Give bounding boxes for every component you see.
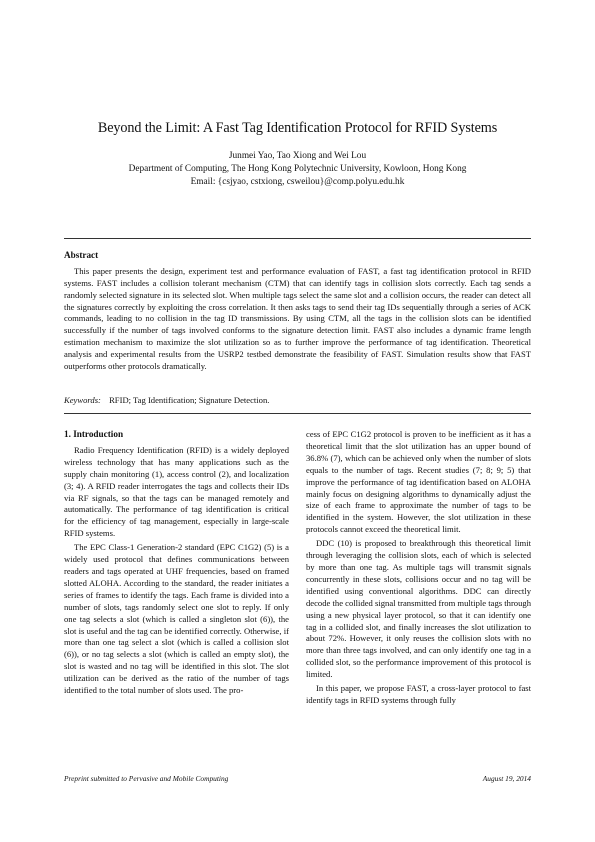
abstract-bottom-rule: [64, 413, 531, 414]
keywords-line: [64, 395, 269, 405]
author-affiliation: Department of Computing, The Hong Kong Polytechnic University, Kowloon, Hong Kong: [128, 164, 467, 174]
keywords-text: RFID; Tag Identification; Signature Detection.: [109, 395, 270, 405]
abstract-body: This paper presents the design, experiment test and performance evaluation of FAST, a fast tag identification protocol in RFID systems. FAST includes a collision tolerant mechanism (CTM) that can identify tags in collision slots correctly. Each tag sends a randomly selected signature in its selected slot. When multiple tags select the same slot and a collision occurs, the reader can detect all the signatures correctly by exploiting the cross correlation. It then asks tags to send their tag IDs sequentially through a series of ACK commands, leading to no collision in the tag ID transmissions. By using CTM, all the tags in the collision slots can be identified successfully if the number of tags involved conforms to the signature detection limit. FAST also includes a dynamic frame length estimation mechanism to maximize the slot utilization so as to further improve the performance of tag identification. Theoretical analysis and experimental results from the USRP2 testbed demonstrate the feasibility of FAST. Simulation results show that FAST outperforms other protocols dramatically.: [64, 266, 531, 371]
paragraph: DDC (10) is proposed to breakthrough this theoretical limit through leveraging the collision slots, each of which is selected by more than one tag. As multiple tags will transmit signals concurrently in these slots, collisions occur and no tag will be identified using conventional algorithms. DDC can directly decode the collided signal transmitted from multiple tags through using a new physical layer protocol, so that it can identify one tag in a collided slot, and finally increases the slot utilization to about 72%. However, it only reuses the collision slots with no more than three tags involved, and can only identify one tag in a collided slot, so the performance improvement of this protocol is limited.: [306, 538, 531, 680]
paper-authors: Junmei Yao, Tao Xiong and Wei Lou: [228, 151, 367, 161]
footer-date: August 19, 2014: [482, 774, 531, 783]
paragraph: In this paper, we propose FAST, a cross-layer protocol to fast identify tags in RFID systems through fully: [306, 683, 531, 705]
paragraph: Radio Frequency Identification (RFID) is a widely deployed wireless technology that has many applications such as the supply chain monitoring (1), access control (2), and localization (3; 4). A RFID reader interrogates the tags and collects their IDs via RF signals, so that the tags can be managed remotely and automatically. The performance of tag identification is critical for the efficiency of tag management, especially in large-scale RFID systems.: [64, 444, 289, 539]
author-email: Email: {csjyao, cstxiong, csweilou}@comp.polyu.edu.hk: [190, 177, 405, 187]
right-column: [306, 429, 531, 709]
abstract-top-rule: [64, 238, 531, 239]
footer-preprint-note: Preprint submitted to Pervasive and Mobile Computing: [64, 774, 229, 783]
paragraph: The EPC Class-1 Generation-2 standard (EPC C1G2) (5) is a widely used protocol that defines communications between readers and tags operated at UHF frequencies, based on framed slotted ALOHA. According to the standard, the reader initiates a series of frames to identify the tags. Each frame is divided into a number of slots, tags randomly select one slot to reply. If only one tag selects a slot (which is called a singleton slot (6)), the slot is useful and the tag can be identified correctly. Otherwise, if more than one tag select a slot (which is called a collision slot (6)), or no tag selects a slot (which is called an empty slot), the slot is wasted and no tag will be identified in this slot. The slot utilization can be derived as the ratio of the number of tags identified to the total number of slots used. The pro-: [64, 542, 289, 696]
left-column: [64, 429, 289, 699]
paper-title: Beyond the Limit: A Fast Tag Identification Protocol for RFID Systems: [97, 120, 498, 136]
keywords-label: Keywords:: [64, 395, 101, 405]
section-heading: 1. Introduction: [64, 429, 124, 439]
paragraph: cess of EPC C1G2 protocol is proven to be inefficient as it has a theoretical limit that the slot utilization has an upper bound of 36.8% (7), which can be achieved only when the number of slots equals to the number of tags. Recent studies (7; 8; 9; 5) that improve the performance of tag identification based on ALOHA mainly focus on designing algorithms to dynamically adjust the size of each frame to approximate the number of tags to be identified in the system. However, the slot utilization in these protocols cannot exceed the theoretical limit.: [306, 429, 531, 535]
abstract-heading: Abstract: [64, 250, 99, 260]
